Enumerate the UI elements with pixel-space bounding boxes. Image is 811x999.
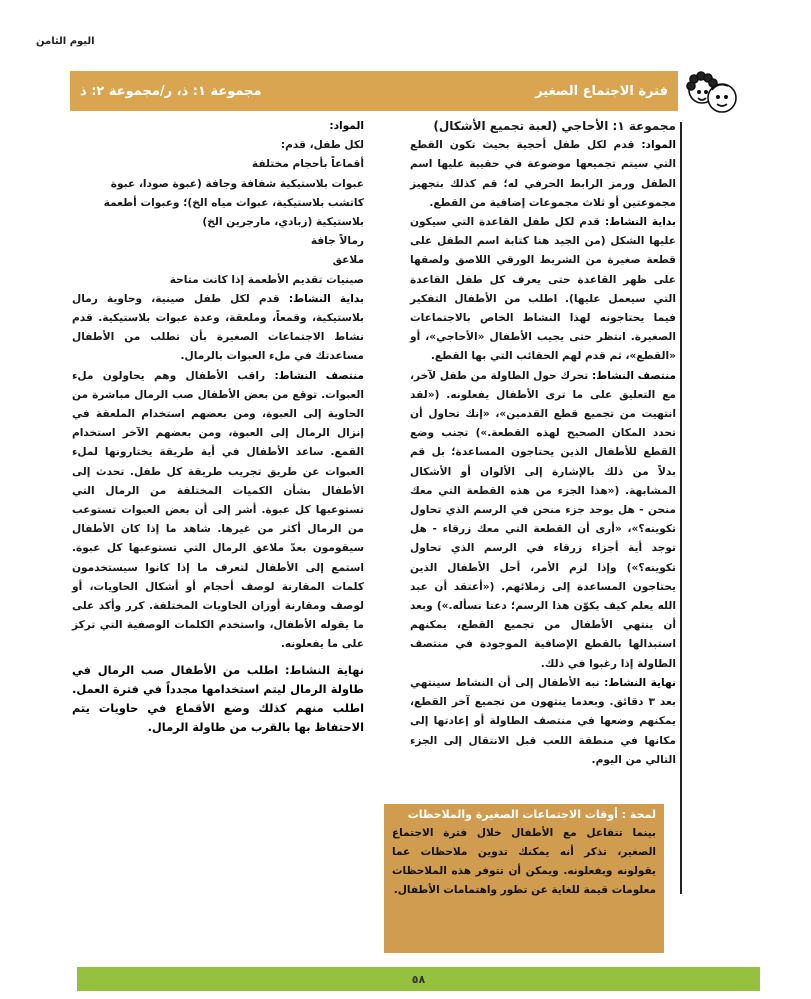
materials-item: رمالاً جافة xyxy=(310,235,364,248)
end-paragraph xyxy=(410,674,676,770)
start-label: بداية النشاط: xyxy=(605,216,676,229)
end-label-left: نهاية النشاط: xyxy=(284,662,364,677)
end-text-left: اطلب من الأطفال صب الرمال في طاولة الرمال ليتم استخدامها مجدداً في فترة العمل. اطلب منهم كذلك وضع الأقماع في حاويات يتم الاحتفاظ بها بالقرب من طاولة الرمال. xyxy=(72,662,364,735)
start-label-left: بداية النشاط: xyxy=(288,292,364,305)
materials-item: عبوات بلاستيكية شفافة وجافة (عبوة صودا، عبوة كاتشب بلاستيكية، عبوات مياه الخ)؛ وعبوات أطعمة بلاستيكية (زبادي، مارجرين الخ) xyxy=(103,177,364,229)
section-groups: مجموعة ١: ذ، ر/مجموعة ٢: ذ xyxy=(80,83,262,99)
materials-item: لكل طفل، قدم: xyxy=(280,139,364,152)
materials-item: ملاعق xyxy=(332,254,364,267)
start-text: قدم لكل طفل القاعدة التي سيكون عليها الشكل (من الجيد هنا كتابة اسم الطفل على قطعة صغيرة من الشريط الورقي اللاصق ولصقها على ظهر القاعدة حتى يعرف كل طفل القاعدة التي سيعمل عليها). اطلب من الأطفال التفكير فيما يحتاجونه لهذا النشاط الخاص بالاجتماعات الصغيرة. انتظر حتى يجيب الأطفال «الأحاجي»، أو «القطع»، ثم قدم لهم الحقائب التي بها القطع. xyxy=(410,216,676,363)
right-column xyxy=(410,117,676,770)
two-children-faces-icon xyxy=(684,70,742,116)
end-text: نبه الأطفال إلى أن النشاط سينتهي بعد ٣ دقائق. وبعدما ينتهون من تجميع آخر القطع، يمكنهم وضعها في منتصف الطاولة أو إعادتها إلى مكانها في منطقة اللعب قبل الانتقال إلى الجزء التالي من اليوم. xyxy=(410,676,676,766)
middle-text-left: راقب الأطفال وهم يحاولون ملء العبوات. توقع من بعض الأطفال صب الرمال مباشرة من الحاوية إلى العبوة، ومن بعضهم استخدام الملعقة في إنزال الرمال إلى العبوة، ومن بعضهم الآخر استخدام القمع. ساعد الأطفال في أية طريقة يختارونها لملء العبوات عن طريق تجريب طريقة كل طفل. تحدث إلى الأطفال بشأن الكميات المختلفة من الرمال التي تستوعبها كل عبوة. أشر إلى أن بعض العبوات تستوعب من الرمال أكثر من غيرها. شاهد ما إذا كان الأطفال سيقومون بعدّ ملاعق الرمال التي تستوعبها كل عبوة. استمع إلى الأطفال لتعرف ما إذا كانوا سيستخدمون كلمات المقارنة لوصف أحجام أو أشكال الحاويات، أو لوصف ومقارنة أوزان الحاويات المختلفة. كرر وأكد على ما يقوله الأطفال، واستخدم الكلمات الوصفية التي تركز على ما يفعلونه. xyxy=(72,369,364,651)
middle-paragraph xyxy=(410,367,676,674)
materials-text: قدم لكل طفل أحجية بحيث تكون القطع التي سيتم تجميعها موضوعة في حقيبة عليها اسم الطفل ورمز الرابط الحرفي له؛ قم كذلك بتجهيز مجموعتين أو ثلاث مجموعات إضافية من القطع. xyxy=(410,139,676,209)
section-title: فترة الاجتماع الصغير xyxy=(535,83,668,99)
section-header-bar xyxy=(70,71,678,111)
start-paragraph xyxy=(410,213,676,367)
column-divider xyxy=(680,122,682,894)
group-1-title: مجموعة ١: الأحاجي (لعبة تجميع الأشكال) xyxy=(433,119,676,133)
middle-text: تحرك حول الطاولة من طفل لآخر، مع التعليق على ما ترى الأطفال يفعلونه. («لقد انتهيت من تجميع قطع القدمين»، «إنك تحاول أن تحدد المكان الصحيح لهذه القطعة.») تجنب وضع القطع للأطفال الذين يحتاجون المساعدة؛ بل قم بدلاً من ذلك بالإشارة إلى الألوان أو الأشكال المشابهة. («هذا الجزء من هذه القطعة التي معك منحن - هل يوجد جزء منحن في الرسم الذي تحاول تكوينه؟»، «أرى أن القطعة التي معك زرقاء - هل توجد أية أجزاء زرقاء في الرسم الذي تحاول تكوينه؟») وإذا لزم الأمر، أحل الأطفال الذين يحتاجون المساعدة إلى زملائهم. («أعتقد أن عبد الله يعلم كيف يكوّن هذا الرسم؛ دعنا نسأله.») وبعد أن ينتهي الأطفال من تجميع القطع، يمكنهم استبدالها بالقطع الإضافية الموجودة في منتصف الطاولة إذا رغبوا في ذلك. xyxy=(410,369,676,670)
middle-label: منتصف النشاط: xyxy=(592,369,676,382)
footer-bar xyxy=(77,967,760,991)
materials-item: صينيات تقديم الأطعمة إذا كانت متاحة xyxy=(169,273,364,286)
middle-label-left: منتصف النشاط: xyxy=(274,369,364,382)
tip-title: لمحة : أوقات الاجتماعات الصغيرة والملاحظات xyxy=(407,808,656,821)
materials-item: أقماعاً بأحجام مختلفة xyxy=(251,158,364,171)
start-text-left: قدم لكل طفل صينية، وحاوية رمال بلاستيكية، وقمعاً، وملعقة، وعدة عبوات بلاستيكية. قدم نشاط الاجتماعات الصغيرة بأن تطلب من الأطفال مساعدتك في ملء العبوات بالرمال. xyxy=(72,292,364,363)
materials-paragraph xyxy=(410,136,676,213)
day-label: اليوم الثامن xyxy=(36,36,95,47)
tip-box xyxy=(384,804,664,953)
materials-label: المواد: xyxy=(641,139,676,152)
materials-label-left: المواد: xyxy=(329,120,364,132)
start-paragraph-left xyxy=(72,290,364,367)
page-number: ٥٨ xyxy=(411,972,426,986)
end-label: نهاية النشاط: xyxy=(604,676,676,689)
tip-body: بينما تتفاعل مع الأطفال خلال فترة الاجتماع الصغير، تذكر أنه يمكنك تدوين ملاحظات عما يقولونه ويفعلونه. ويمكن أن تتوفر هذه الملاحظات معلومات قيمة للغاية عن تطور واهتمامات الأطفال. xyxy=(392,827,656,896)
middle-paragraph-left xyxy=(72,367,364,655)
left-column xyxy=(72,117,364,738)
end-paragraph-left xyxy=(72,661,364,738)
